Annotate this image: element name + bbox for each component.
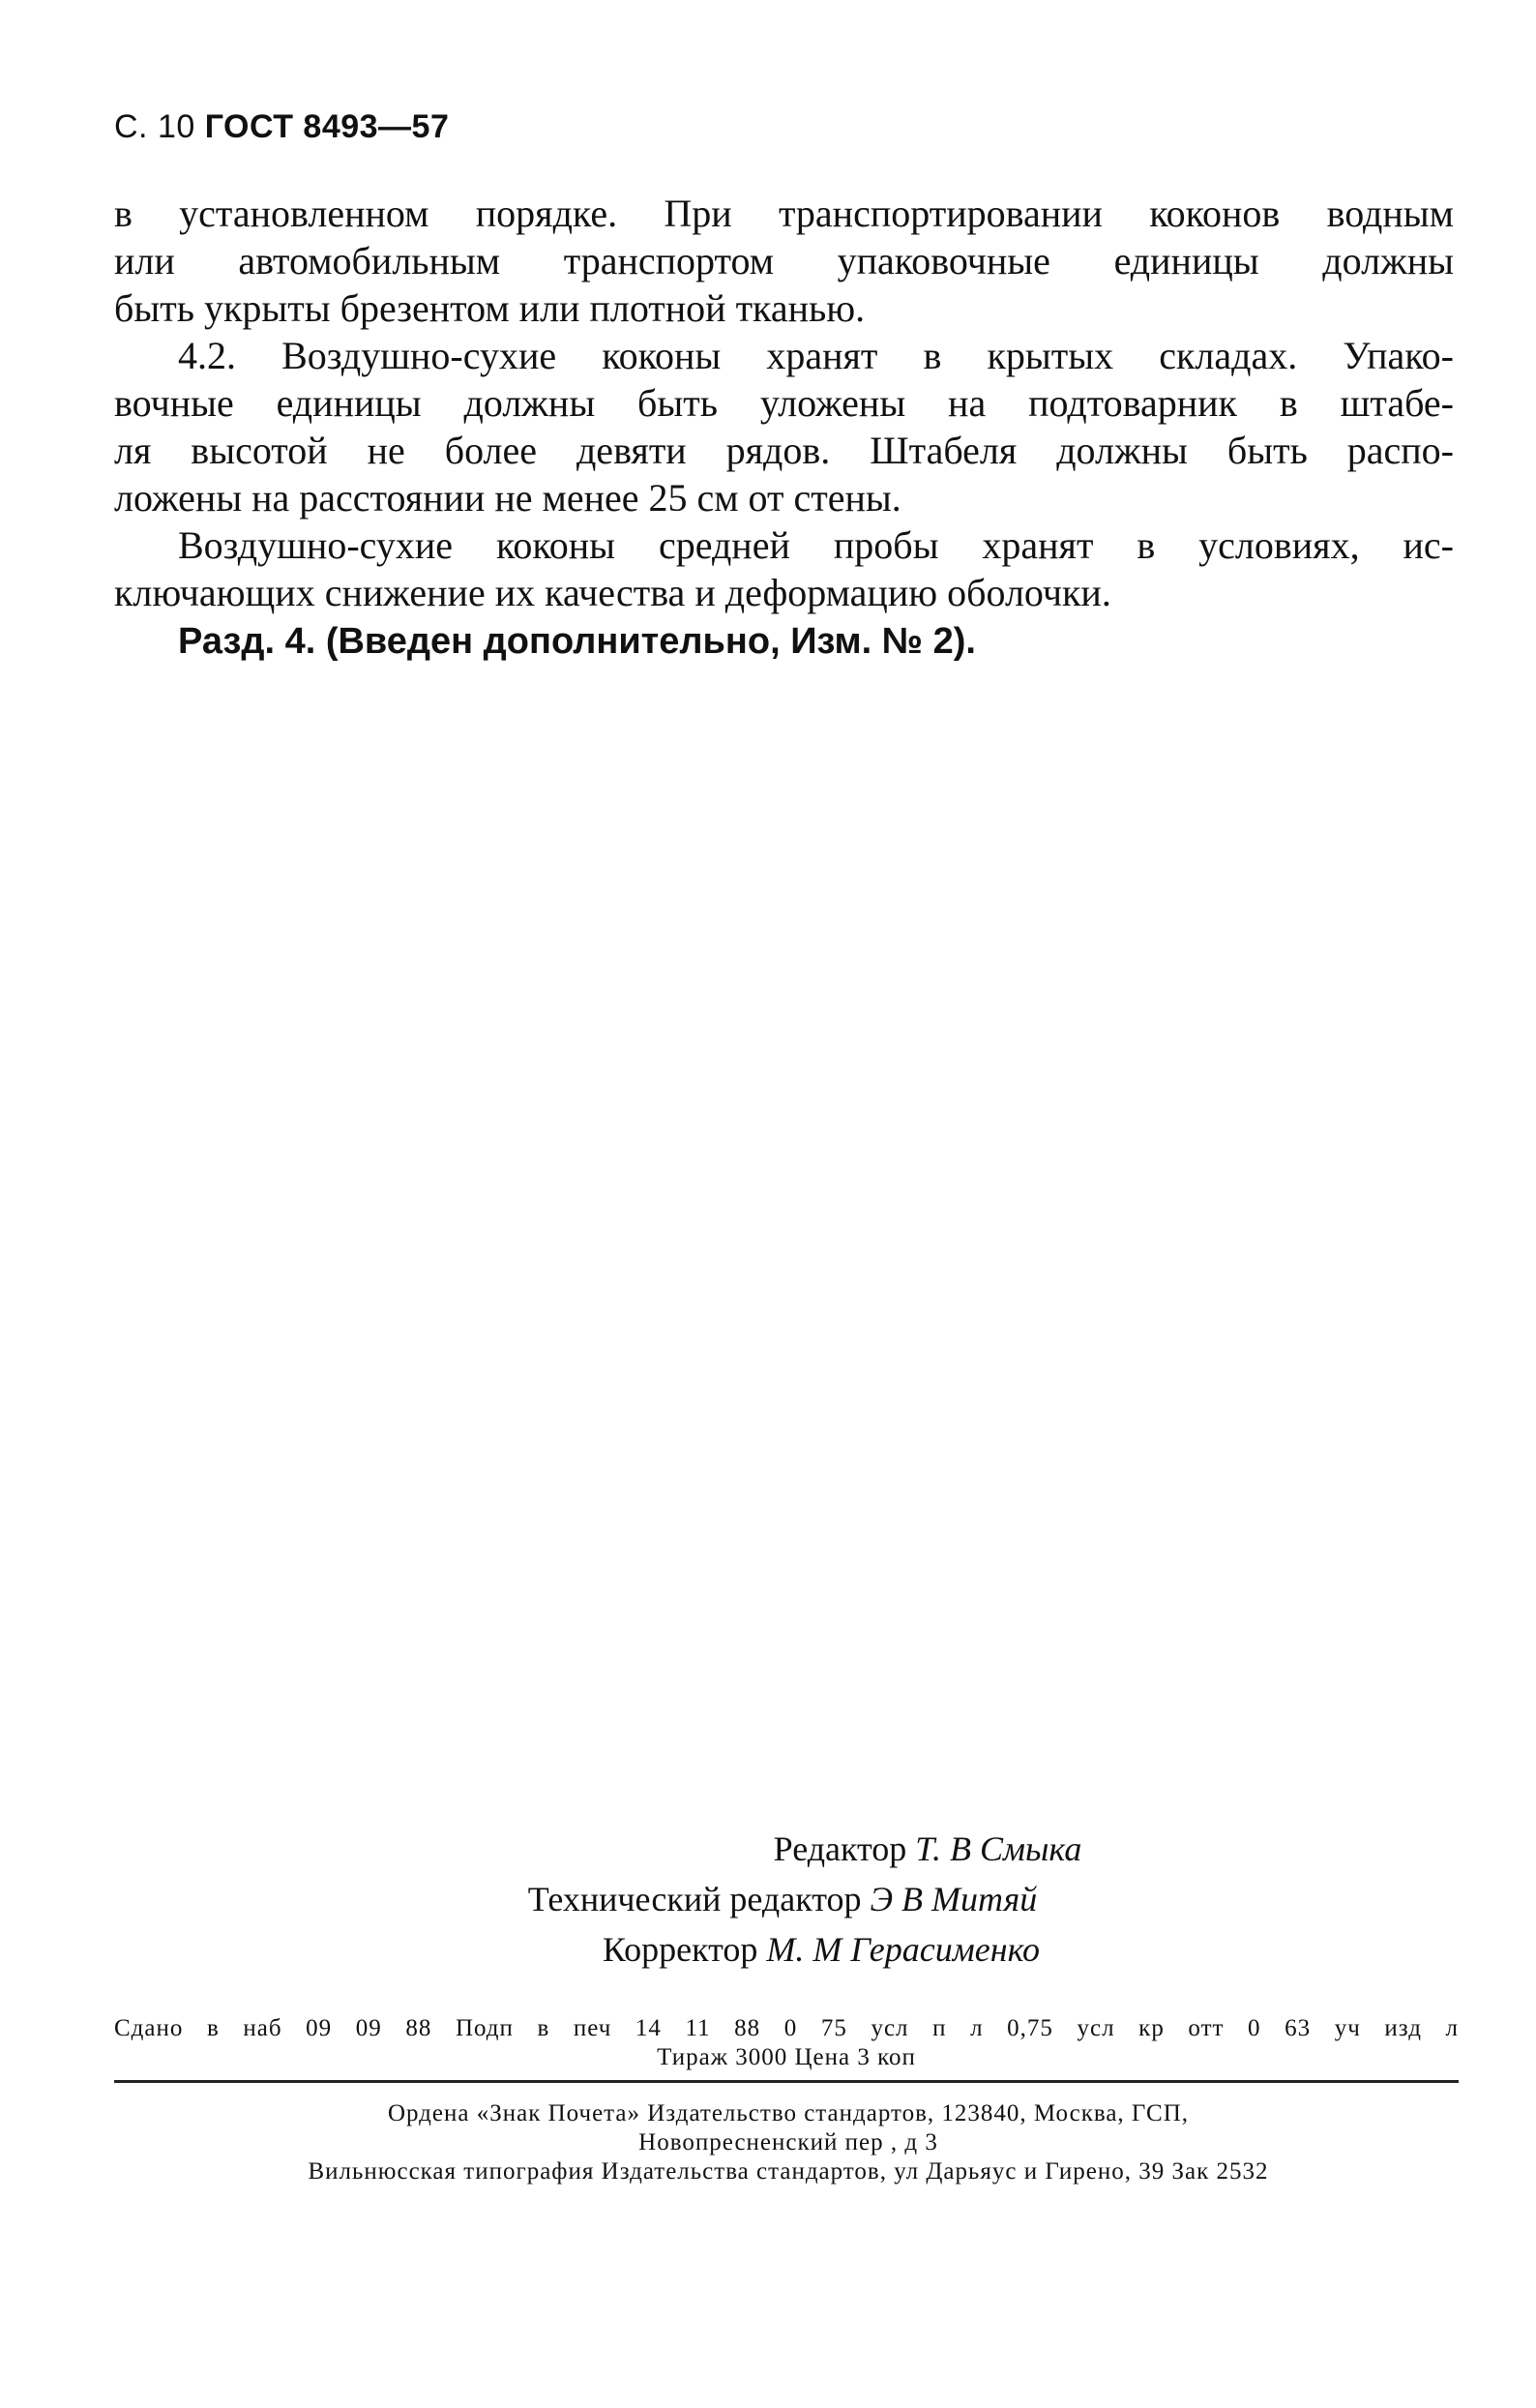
publisher-line: Новопресненский пер , д 3 <box>638 2129 938 2155</box>
text-line: ключающих снижение их качества и деформацию оболочки. <box>114 571 1111 614</box>
text-line: быть укрыты брезентом или плотной тканью. <box>114 286 866 330</box>
publisher-line: Вильнюсская типография Издательства стандартов, ул Дарьяус и Гирено, 39 Зак 2532 <box>308 2158 1269 2185</box>
standard-number: ГОСТ 8493—57 <box>204 108 450 145</box>
credit-proofreader <box>0 1924 1536 1975</box>
text-line: ложены на расстоянии не менее 25 см от стены. <box>114 476 901 520</box>
page-number: С. 10 <box>114 108 195 145</box>
divider-rule <box>114 2080 1459 2083</box>
credit-name: М. М Герасименко <box>766 1930 1041 1969</box>
publisher-info <box>135 2099 1441 2186</box>
text-line: в установленном порядке. При транспортировании коконов водным <box>114 192 1454 235</box>
text-line: Воздушно-сухие коконы средней пробы хранят в условиях, ис- <box>178 523 1454 567</box>
credits <box>0 1824 1536 1975</box>
amendment-note: Разд. 4. (Введен дополнительно, Изм. № 2). <box>178 621 976 662</box>
publisher-line: Ордена «Знак Почета» Издательство стандартов, 123840, Москва, ГСП, <box>387 2100 1190 2126</box>
text-line: вочные единицы должны быть уложены на подтоварник в штабе- <box>114 381 1454 425</box>
text-line: или автомобильным транспортом упаковочные единицы должны <box>114 239 1454 282</box>
credit-role: Корректор <box>602 1930 758 1969</box>
imprint-line: Сдано в наб 09 09 88 Подп в печ 14 11 88 0 75 усл п л 0,75 усл кр отт 0 63 уч изд л <box>114 2015 1459 2041</box>
credit-editor <box>0 1824 1536 1874</box>
credit-role: Редактор <box>773 1829 907 1868</box>
body-text <box>114 190 1454 666</box>
imprint <box>114 2014 1459 2072</box>
text-line: 4.2. Воздушно-сухие коконы хранят в крытых складах. Упако- <box>178 334 1454 377</box>
text-line: ля высотой не более девяти рядов. Штабеля должны быть распо- <box>114 429 1454 472</box>
credit-tech-editor <box>0 1874 1536 1924</box>
credit-name: Т. В Смыка <box>915 1829 1082 1868</box>
page-header <box>114 108 449 146</box>
imprint-line: Тираж 3000 Цена 3 коп <box>657 2044 916 2070</box>
credit-name: Э В Митяй <box>870 1880 1038 1918</box>
credit-role: Технический редактор <box>527 1880 862 1918</box>
